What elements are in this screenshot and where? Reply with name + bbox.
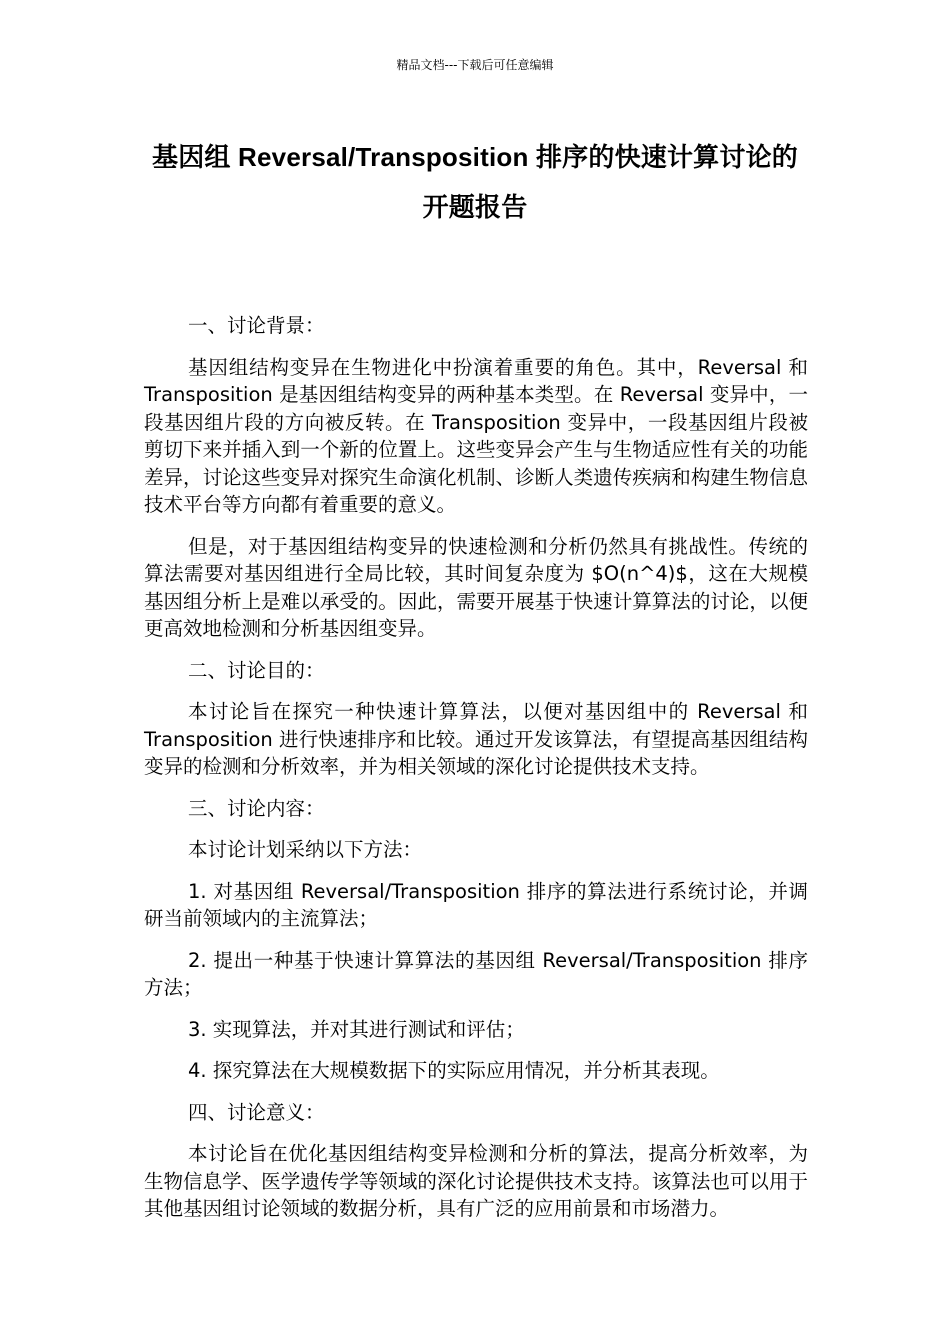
section-heading-purpose: 二、讨论目的： <box>188 658 325 682</box>
paragraph: 本讨论计划采纳以下方法： <box>188 838 423 861</box>
paragraph: 本讨论旨在探究一种快速计算算法，以便对基因组中的 Reversal 和 Transposition 进行快速排序和比较。通过开发该算法，有望提高基因组结构变异的检测和分析效率，并为相关领域的深化讨论提供技术支持。 <box>144 700 808 778</box>
paragraph: 基因组结构变异在生物进化中扮演着重要的角色。其中，Reversal 和 Transposition 是基因组结构变异的两种基本类型。在 Reversal 变异中，一段基因组片段的方向被反转。在 Transposition 变异中，一段基因组片段被剪切下来并插入到一个新的位置上。这些变异会产生与生物适应性有关的功能差异，讨论这些变异对探究生命演化机制、诊断人类遗传疾病和构建生物信息技术平台等方向都有着重要的意义。 <box>144 355 808 516</box>
section-heading-background: 一、讨论背景： <box>188 314 325 337</box>
header-note: 精品文档---下载后可任意编辑 <box>396 58 554 72</box>
paragraph: 但是，对于基因组结构变异的快速检测和分析仍然具有挑战性。传统的算法需要对基因组进行全局比较，其时间复杂度为 $O(n^4)$，这在大规模基因组分析上是难以承受的。因此，需要开展基于快速计算算法的讨论，以便更高效地检测和分析基因组变异。 <box>144 534 808 640</box>
list-item: 3. 实现算法，并对其进行测试和评估； <box>188 1017 525 1041</box>
list-item: 4. 探究算法在大规模数据下的实际应用情况，并分析其表现。 <box>188 1059 720 1082</box>
section-heading-significance: 四、讨论意义： <box>188 1100 325 1124</box>
list-item: 1. 对基因组 Reversal/Transposition 排序的算法进行系统讨论，并调研当前领域内的主流算法； <box>144 879 808 930</box>
paragraph: 本讨论旨在优化基因组结构变异检测和分析的算法，提高分析效率，为生物信息学、医学遗传学等领域的深化讨论提供技术支持。该算法也可以用于其他基因组讨论领域的数据分析，具有广泛的应用前景和市场潜力。 <box>144 1142 808 1220</box>
list-item: 2. 提出一种基于快速计算算法的基因组 Reversal/Transposition 排序方法； <box>144 948 808 999</box>
section-heading-content: 三、讨论内容： <box>188 796 325 820</box>
document-title: 基因组 Reversal/Transposition 排序的快速计算讨论的开题报告 <box>152 142 798 222</box>
document-body <box>144 312 808 1237</box>
